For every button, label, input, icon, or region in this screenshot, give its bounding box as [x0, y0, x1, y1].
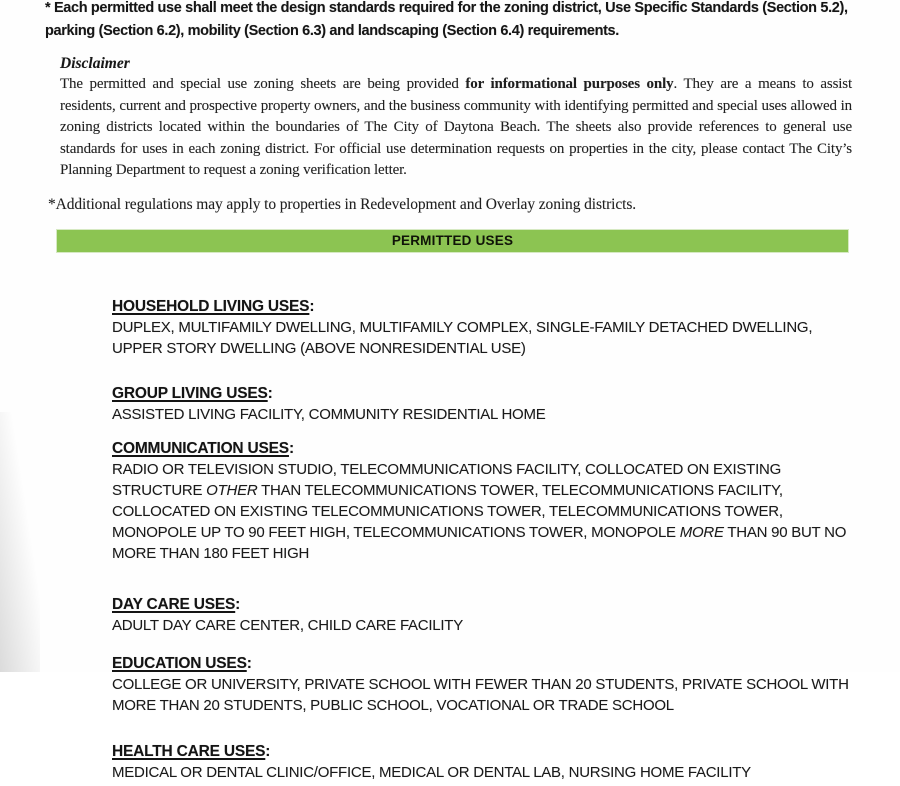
use-list-text: [112, 762, 862, 783]
use-category-heading-text: HOUSEHOLD LIVING USES: [112, 297, 310, 315]
use-category-heading-text: HEALTH CARE USES: [112, 742, 266, 760]
use-list-text: [112, 317, 862, 359]
use-category-heading: HEALTH CARE USES:: [112, 742, 271, 760]
text-run: . They are a means to assist residents, current and prospective property owners, and the business community with identifying permitted and special uses allowed in zoning districts located within the boundaries of The City of Daytona Beach. The sheets also provide references to general use standards for uses in each zoning district. For official use determination requests on properties in the city, please contact The City’s Planning Department to request a zoning verification letter.: [60, 76, 853, 179]
text-run: DUPLEX, MULTIFAMILY DWELLING, MULTIFAMILY COMPLEX, SINGLE-FAMILY DETACHED DWELLING, UPPER STORY DWELLING (ABOVE NONRESIDENTIAL USE): [112, 318, 813, 357]
use-list-text: [112, 615, 862, 636]
text-run: The permitted and special use zoning sheets are being provided: [60, 76, 466, 92]
text-run: THAN TELECOMMUNICATIONS TOWER, TELECOMMUNICATIONS FACILITY, COLLOCATED ON EXISTING TELECOMMUNICATIONS TOWER, TELECOMMUNICATIONS TOWER, MONOPOLE UP TO 90 FEET HIGH, TELECOMMUNICATIONS TOWER, MONOPOLE: [112, 481, 783, 541]
design-standards-note: * Each permitted use shall meet the design standards required for the zoning district, Use Specific Standards (Section 5.2), parking (Section 6.2), mobility (Section 6.3) and landscaping (Section 6.4) requirements.: [45, 0, 848, 39]
use-category-heading-text: COMMUNICATION USES: [112, 439, 289, 457]
disclaimer-heading: Disclaimer: [60, 55, 130, 72]
text-run: ASSISTED LIVING FACILITY, COMMUNITY RESIDENTIAL HOME: [112, 405, 546, 423]
text-run: ADULT DAY CARE CENTER, CHILD CARE FACILITY: [112, 616, 463, 634]
use-category-heading: EDUCATION USES:: [112, 654, 252, 672]
text-run: THAN 90 BUT NO MORE THAN 180 FEET HIGH: [112, 523, 847, 562]
permitted-uses-list: [112, 296, 862, 783]
use-list-text: [112, 459, 862, 564]
use-list-text: [112, 404, 862, 425]
use-section: [112, 653, 862, 716]
use-section: [112, 383, 862, 425]
use-section: [112, 741, 862, 783]
text-run: COLLEGE OR UNIVERSITY, PRIVATE SCHOOL WITH FEWER THAN 20 STUDENTS, PRIVATE SCHOOL WITH MORE THAN 20 STUDENTS, PUBLIC SCHOOL, VOCATIONAL OR TRADE SCHOOL: [112, 675, 849, 714]
use-category-heading: COMMUNICATION USES:: [112, 439, 294, 457]
use-category-heading-text: EDUCATION USES: [112, 654, 247, 672]
use-list-text: [112, 674, 862, 716]
use-section: [112, 594, 862, 636]
use-category-heading-text: DAY CARE USES: [112, 595, 236, 613]
text-run: MEDICAL OR DENTAL CLINIC/OFFICE, MEDICAL OR DENTAL LAB, NURSING HOME FACILITY: [112, 763, 751, 781]
use-category-heading-text: GROUP LIVING USES: [112, 384, 268, 402]
use-category-heading: HOUSEHOLD LIVING USES:: [112, 297, 315, 315]
disclaimer-block: [60, 55, 852, 182]
page-edge-shadow: [0, 412, 40, 672]
use-category-heading: DAY CARE USES:: [112, 595, 241, 613]
text-run: RADIO OR TELEVISION STUDIO, TELECOMMUNICATIONS FACILITY, COLLOCATED ON EXISTING STRUCTURE: [112, 460, 781, 499]
disclaimer-paragraph: [60, 74, 852, 182]
use-section: [112, 438, 862, 564]
use-category-heading: GROUP LIVING USES:: [112, 384, 273, 402]
bold-text: for informational purposes only: [465, 76, 674, 92]
permitted-uses-banner-label: PERMITTED USES: [391, 232, 514, 248]
additional-regulations-note: *Additional regulations may apply to properties in Redevelopment and Overlay zoning districts.: [48, 195, 637, 213]
use-section: [112, 296, 862, 359]
permitted-uses-banner: [57, 230, 848, 252]
italic-text: MORE: [679, 523, 724, 541]
italic-text: OTHER: [206, 481, 258, 499]
